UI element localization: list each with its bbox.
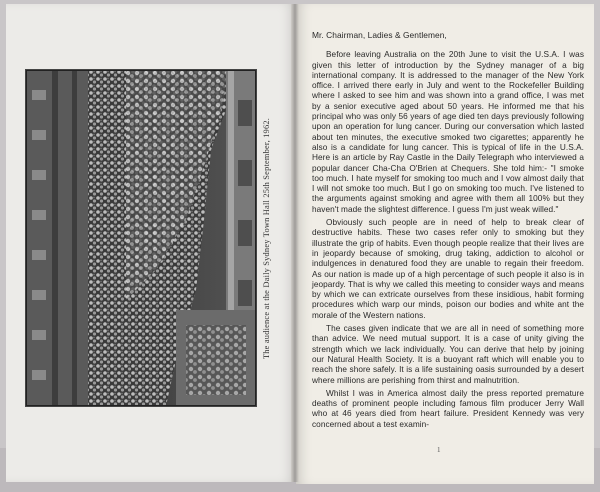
salutation: Mr. Chairman, Ladies & Gentlemen, xyxy=(312,30,447,40)
paragraph-3: The cases given indicate that we are all in need of something more than advice. We need mutual support. It is a case of unity giving the strength which we lack individually. You can derive that help by joining our Natural Health Society. It is a buoyant raft which will enable you to reach the shore safely. It is a life sustaining oasis surrounded by a desert where millions are perishing from thirst and malnutrition. xyxy=(312,324,584,385)
paragraph-1: Before leaving Australia on the 20th June to visit the U.S.A. I was given this letter of introduction by the Sydney manager of a big international company. It is addressed to the manager of the New York office. I arrived there early in July and went to the Rockefeller Building where I asked to see him and was shown into a grand office, I was met by a senior executive aged about 50 years. He informed me that his principal who was only 56 years of age died ten days previously following upon an operation for lung cancer. During our conversation which lasted about ten minutes, the executive smoked two cigarettes; apparently he also is a candidate for lung cancer. This is typical of life in the U.S.A. Here is an article by Ray Castle in the Daily Telegraph who interviewed a popular dancer Cha-Cha O'Brien at Chequers. She told him:- "I smoke too much. I hate myself for smoking too much and I vow almost daily that I will not smoke too much. But I go on smoking too much. I've listened to the arguments against smoking and agree with them all 100% but they haven't made the slightest difference. I guess I'm just weak willed." xyxy=(312,50,584,214)
page-number: 1 xyxy=(437,446,441,454)
photo-caption-text: The audience at the Daily Sydney Town Hall 25th September, 1962. xyxy=(262,117,272,359)
book-gutter xyxy=(291,4,299,482)
audience-photo-image xyxy=(26,70,256,406)
photo-caption xyxy=(258,70,276,406)
paragraph-2: Obviously such people are in need of help to break clear of destructive habits. These two cases refer only to smoking but they illustrate the grip of habits. Even though people realize that their lives are in jeopardy because of smoking, drug taking, addiction to alcohol or indulgences in denatured food they are unable to regain their freedom. As our nation is made up of a high percentage of such people it also is in jeopardy. That is why we called this meeting to consider ways and means by which we can extricate ourselves from these insidious, habit forming procedures which warp our minds, poison our bodies and white ant the morale of the Western nations. xyxy=(312,218,584,320)
audience-photograph xyxy=(26,70,256,406)
paragraph-4: Whilst I was in America almost daily the press reported premature deaths of prominent people including famous film producer Jerry Wall who at 46 years died from heart failure. President Kennedy was very concerned about a test examin- xyxy=(312,388,584,429)
letter-text-column xyxy=(312,30,584,433)
